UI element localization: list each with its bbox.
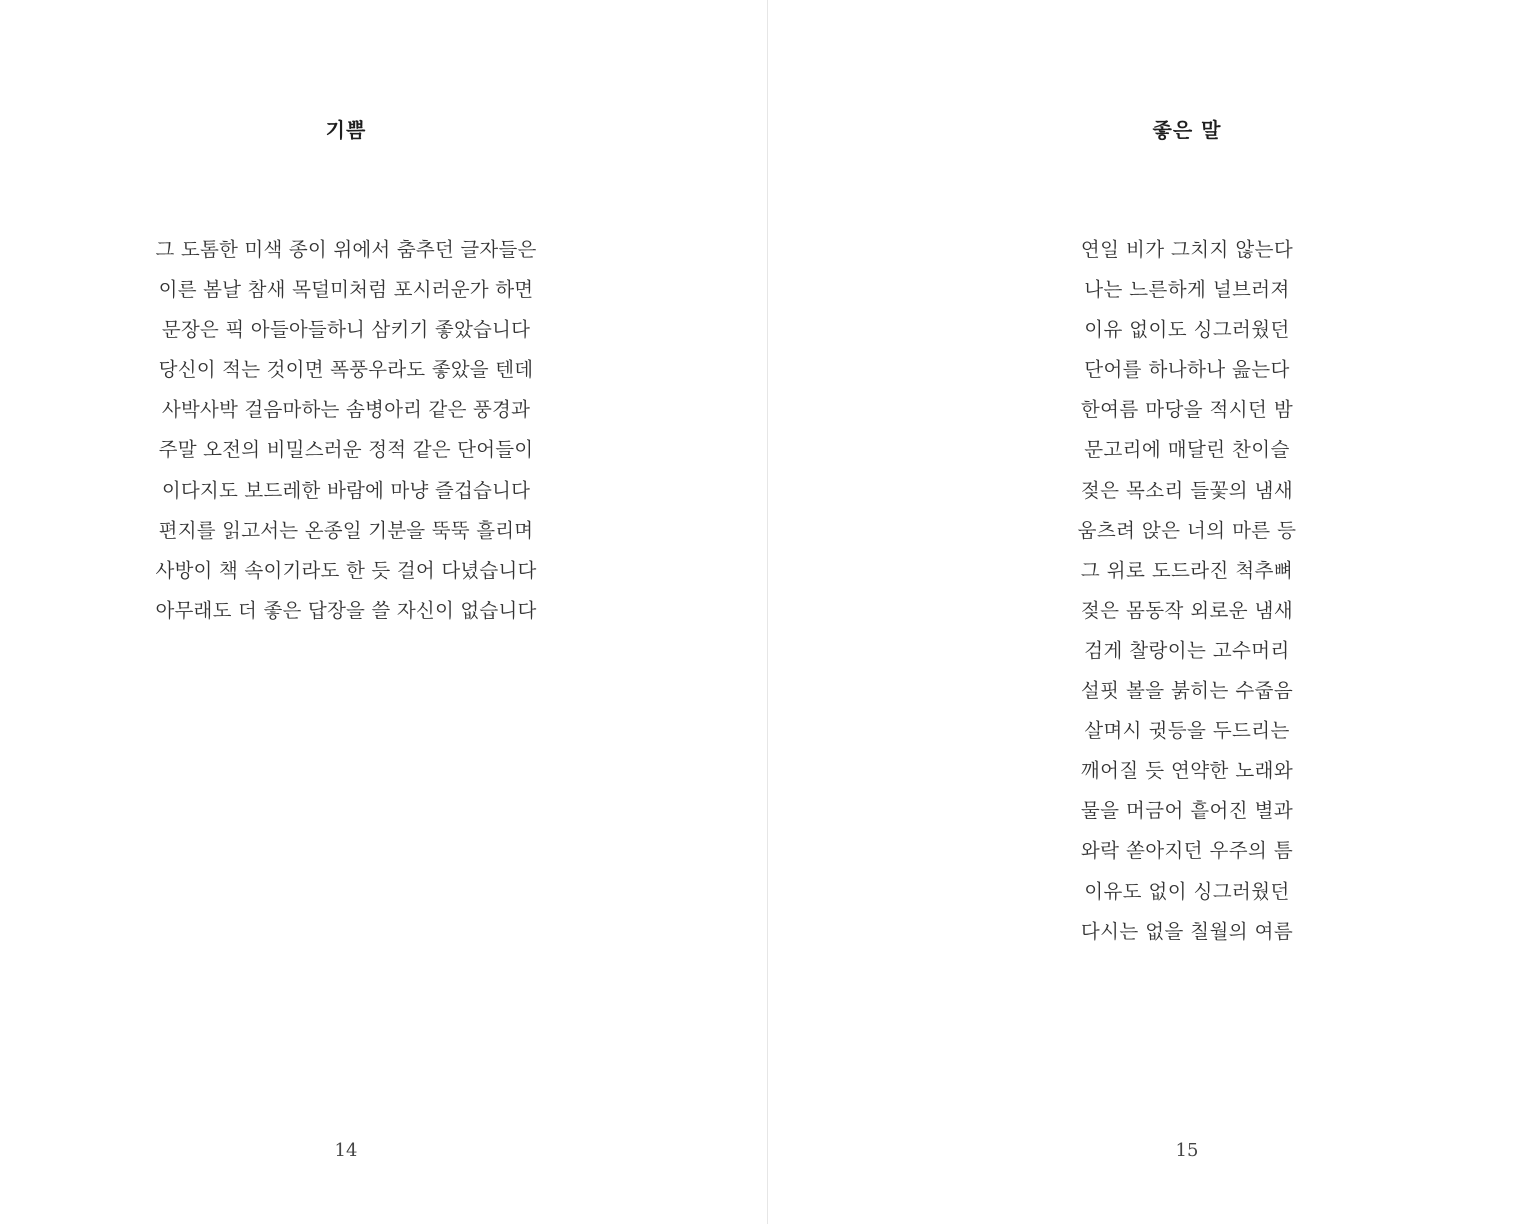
poem-line: 주말 오전의 비밀스러운 정적 같은 단어들이 [158, 438, 534, 462]
poem-line: 검게 찰랑이는 고수머리 [1084, 638, 1290, 662]
poem-body [146, 233, 546, 634]
poem-line: 나는 느른하게 널브러져 [1084, 278, 1290, 302]
poem-line: 깨어질 듯 연약한 노래와 [1080, 759, 1294, 783]
poem-body [1067, 233, 1307, 955]
poem-line: 젖은 몸동작 외로운 냄새 [1080, 598, 1294, 622]
page-title: 기쁨 [325, 118, 367, 142]
page-title: 좋은 말 [1152, 118, 1222, 142]
left-page [0, 0, 768, 1224]
poem-line: 당신이 적는 것이면 폭풍우라도 좋았을 텐데 [158, 358, 534, 382]
poem-line: 아무래도 더 좋은 답장을 쓸 자신이 없습니다 [155, 598, 537, 622]
poem-line: 그 도톰한 미색 종이 위에서 춤추던 글자들은 [155, 238, 537, 261]
poem-line: 움츠려 앉은 너의 마른 등 [1077, 518, 1297, 542]
poem-line: 이다지도 보드레한 바람에 마냥 즐겁습니다 [161, 478, 531, 502]
poem-line: 젖은 목소리 들꽃의 냄새 [1080, 478, 1294, 502]
poem-line: 살며시 귓등을 두드리는 [1084, 719, 1290, 743]
poem-line: 이른 봄날 참새 목덜미처럼 포시러운가 하면 [158, 278, 534, 302]
poem-line: 이유도 없이 싱그러웠던 [1084, 879, 1290, 903]
poem-line: 편지를 읽고서는 온종일 기분을 뚝뚝 흘리며 [158, 518, 534, 542]
poem-line: 문고리에 매달린 찬이슬 [1084, 438, 1290, 462]
poem-line: 그 위로 도드라진 척추뼈 [1080, 558, 1294, 582]
page-number: 14 [334, 1140, 358, 1161]
poem-line: 문장은 픽 아들아들하니 삼키기 좋았습니다 [161, 318, 531, 342]
poem-line: 설핏 볼을 붉히는 수줍음 [1080, 679, 1294, 703]
poem-line: 사방이 책 속이기라도 한 듯 걸어 다녔습니다 [155, 558, 537, 582]
right-page [769, 0, 1538, 1224]
poem-line: 사박사박 걸음마하는 솜병아리 같은 풍경과 [161, 398, 531, 422]
poem-line: 이유 없이도 싱그러웠던 [1084, 318, 1290, 342]
book-gutter [767, 0, 768, 1224]
poem-line: 와락 쏟아지던 우주의 틈 [1080, 839, 1294, 863]
poem-line: 다시는 없을 칠월의 여름 [1080, 919, 1294, 943]
poem-line: 연일 비가 그치지 않는다 [1080, 238, 1294, 261]
poem-line: 한여름 마당을 적시던 밤 [1080, 398, 1294, 422]
poem-line: 단어를 하나하나 읊는다 [1084, 358, 1290, 382]
page-number: 15 [1175, 1140, 1199, 1161]
poem-line: 물을 머금어 흩어진 별과 [1080, 799, 1294, 823]
